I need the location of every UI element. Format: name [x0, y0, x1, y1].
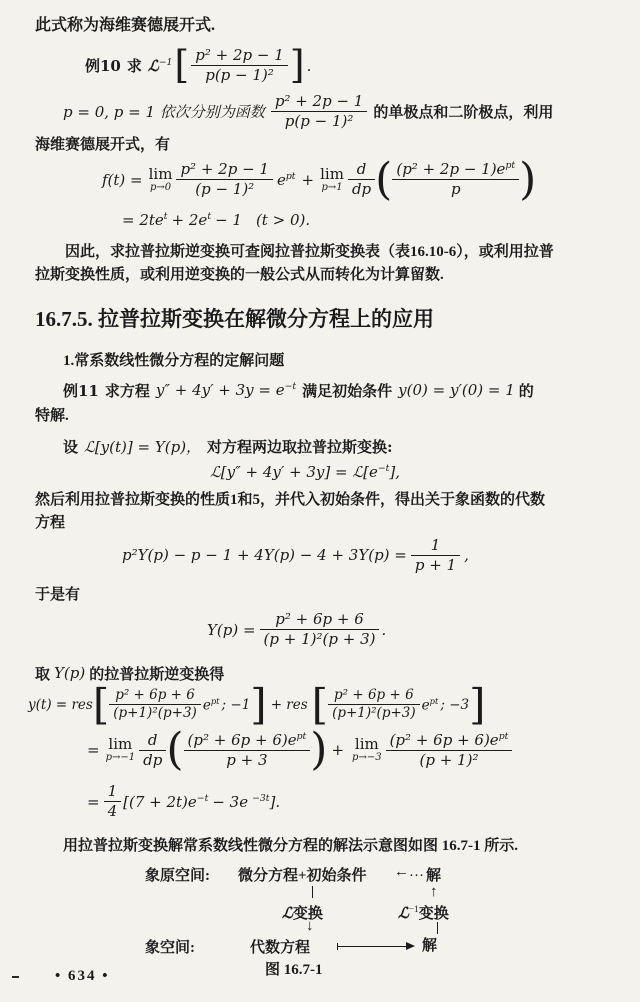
residue-point: ; −3	[440, 696, 470, 713]
right-bracket: ]	[250, 679, 267, 729]
laplace-inverse-operator: ℒ$^{-1}$	[147, 56, 173, 75]
denominator: p(p − 1)²	[191, 65, 288, 84]
denominator: (p+1)²(p+3)	[109, 704, 201, 722]
function-name: Y(p)	[54, 664, 86, 682]
image-space-label: 象空间:	[145, 939, 195, 956]
scan-speck	[12, 976, 19, 978]
result-body: [$(7 + 2t)e^{-t} - 3e$ $^{-3t}$].	[123, 792, 281, 811]
section-title: 拉普拉斯变换在解微分方程上的应用	[98, 306, 434, 331]
so-paragraph: 于是有	[35, 587, 81, 603]
transform-definition: ℒ[y(t)] = Y(p)，	[84, 437, 202, 456]
poles-pre: p = 0, p = 1 依次分别为函数	[63, 102, 265, 121]
numerator: $(p^2 + 6p + 6)e^{pt}$	[389, 730, 509, 749]
subsection-heading: 1.常系数线性微分方程的定解问题	[63, 352, 285, 369]
line: 因此，求拉普拉斯逆变换可查阅拉普拉斯变换表（表16.10-6），或利用拉普	[65, 243, 554, 260]
laplace-transform-label: ℒ变换	[282, 903, 323, 922]
numerator: p² + 2p − 1	[195, 46, 284, 64]
heaviside-result	[122, 211, 640, 229]
post: 对方程两边取拉普拉斯变换:	[207, 437, 393, 456]
plus-sign: +	[301, 170, 315, 189]
numerator: 1	[107, 782, 118, 801]
page-number: • 634 •	[55, 968, 110, 984]
pre-text: 求方程	[104, 381, 150, 400]
then-paragraph	[35, 489, 605, 535]
right-bracket: ]	[469, 679, 486, 729]
image-function-equation	[205, 611, 640, 649]
ode: $y'' + 4y' + 3y = e^{-t}$	[155, 381, 297, 399]
solution-node-top: 解	[426, 867, 442, 884]
poles-paragraph	[63, 93, 640, 131]
exponential: $e^{pt}$	[276, 170, 296, 189]
book-page	[0, 14, 640, 1002]
right-paren: )	[310, 724, 328, 776]
example-11-label: 例11	[63, 381, 99, 400]
denominator: p	[392, 179, 519, 198]
seek-word: 求	[126, 57, 142, 76]
pre: 设	[63, 437, 79, 456]
term-b: + $2e^t$	[171, 210, 212, 229]
plus-sign: +	[331, 741, 345, 760]
heaviside-equation	[100, 153, 640, 205]
fraction	[104, 783, 122, 821]
original-space-label: 象原空间:	[145, 867, 210, 884]
period: .	[381, 620, 387, 639]
right-paren: )	[519, 153, 537, 205]
body: ℒ[y″ + $4y' + 3y] = ℒ[e^{-t}]$,	[210, 462, 401, 481]
denominator: (p+1)²(p+3)	[328, 704, 420, 722]
numerator: $(p^2 + 2p - 1)e^{pt}$	[396, 160, 516, 178]
fraction	[386, 732, 513, 770]
residue-equation	[28, 679, 640, 729]
exponential: $e^{pt}$	[202, 695, 220, 714]
line: 拉斯变换性质，或利用逆变换的一般公式从而转化为计算留数.	[35, 266, 444, 283]
limit-p-to-minus-1: lim p→−1	[105, 735, 136, 764]
condition: (t > 0).	[255, 210, 311, 229]
numerator: p² + 6p + 6	[334, 686, 414, 703]
poles-continuation: 海维赛德展开式，有	[35, 137, 171, 153]
equals-sign: =	[87, 792, 100, 811]
connector-line	[437, 922, 438, 934]
left-bracket: [	[174, 43, 190, 88]
fraction	[271, 93, 368, 131]
term-c: − 1	[215, 210, 242, 229]
transform-equation	[210, 463, 640, 481]
inverse-transform-paragraph	[35, 663, 640, 684]
connector-line	[312, 886, 313, 898]
solution-node-bottom: 解	[422, 937, 438, 954]
right-arrow-icon	[337, 946, 413, 947]
fraction	[328, 688, 420, 722]
fraction	[411, 537, 460, 575]
plus-res: + res	[270, 696, 308, 713]
period: .	[306, 56, 312, 75]
post-text: 的	[518, 381, 534, 400]
fraction	[109, 688, 201, 722]
fraction	[392, 161, 519, 199]
denominator: (p + 1)²(p + 3)	[260, 629, 380, 648]
example-11-line2: 特解.	[35, 407, 69, 424]
figure-intro-paragraph: 用拉普拉斯变换解常系数线性微分方程的解法示意图如图 16.7-1 所示.	[63, 837, 518, 854]
exponential: $e^{pt}$	[421, 695, 439, 714]
limits-equation	[85, 724, 640, 776]
numerator: p² + 6p + 6	[275, 610, 364, 628]
example-11-statement	[63, 380, 640, 401]
algebraic-equation	[122, 537, 640, 575]
mid-text: 满足初始条件	[302, 381, 393, 400]
ode-plus-initial-node: 微分方程+初始条件	[238, 867, 367, 884]
denominator: (p + 1)²	[386, 750, 513, 769]
figure-16-7-1-diagram	[0, 864, 640, 976]
lhs: y(t) = res	[28, 696, 93, 713]
poles-post: 的单极点和二阶极点，利用	[373, 102, 554, 121]
set-transform-paragraph	[63, 436, 640, 457]
algebraic-equation-node: 代数方程	[250, 939, 311, 956]
down-arrow-icon: ↓	[306, 917, 314, 934]
denominator: p + 3	[184, 750, 311, 769]
denominator: p + 1	[411, 555, 460, 574]
left-bracket: [	[92, 679, 110, 729]
equals-sign: =	[87, 741, 100, 760]
intro-line: 此式称为海维赛德展开式.	[35, 17, 216, 34]
limit-p-to-0: lim p→0	[148, 164, 173, 193]
left-paren: (	[166, 724, 184, 776]
post: 的拉普拉斯逆变换得	[89, 664, 225, 683]
d-dp-operator: $\frac{d}{dp}$	[139, 732, 166, 770]
initial-conditions: y(0) = y′(0) = 1	[398, 381, 515, 399]
d-dp-operator: $\frac{d}{dp}$	[348, 161, 375, 199]
fraction	[184, 732, 311, 770]
example-10-statement	[85, 43, 640, 88]
lhs: p²Y(p) − p − 1 + 4Y(p) − 4 + 3Y(p) =	[122, 546, 407, 565]
figure-caption: 图 16.7-1	[265, 961, 323, 978]
up-arrow-icon: ↑	[430, 883, 438, 900]
numerator: p² + 2p − 1	[274, 91, 364, 110]
example-10-label: 例10	[85, 57, 121, 76]
denominator: p(p − 1)²	[271, 111, 368, 130]
comma: ,	[464, 546, 469, 565]
final-result-equation	[85, 783, 640, 821]
line: 然后利用拉普拉斯变换的性质1和5，并代入初始条件，得出关于象函数的代数	[35, 491, 546, 508]
left-bracket: [	[311, 679, 329, 729]
dashed-left-arrow-icon: ←…	[394, 863, 424, 880]
line: 方程	[35, 514, 66, 531]
denominator: (p − 1)²	[176, 179, 273, 198]
limit-p-to-1: lim p→1	[320, 164, 344, 193]
fraction	[191, 47, 288, 85]
section-number: 16.7.5.	[35, 306, 93, 331]
numerator: 1	[430, 535, 441, 554]
lhs: f(t) =	[102, 170, 143, 189]
numerator: p² + 2p − 1	[180, 160, 269, 178]
right-bracket: ]	[289, 43, 305, 88]
fraction	[176, 161, 273, 199]
limit-p-to-minus-3: lim p→−3	[352, 735, 382, 764]
lhs: Y(p) =	[207, 620, 256, 639]
therefore-paragraph	[35, 241, 605, 287]
term-a: = $2te^t$	[122, 210, 168, 229]
denominator: 4	[104, 801, 122, 820]
left-paren: (	[375, 153, 393, 205]
numerator: $(p^2 + 6p + 6)e^{pt}$	[187, 730, 307, 749]
section-heading	[35, 303, 640, 333]
residue-point: ; −1	[221, 696, 251, 713]
pre: 取	[35, 664, 51, 683]
fraction	[260, 611, 380, 649]
numerator: p² + 6p + 6	[115, 686, 195, 703]
inverse-transform-label: ℒ$^{-1}$变换	[398, 903, 449, 922]
